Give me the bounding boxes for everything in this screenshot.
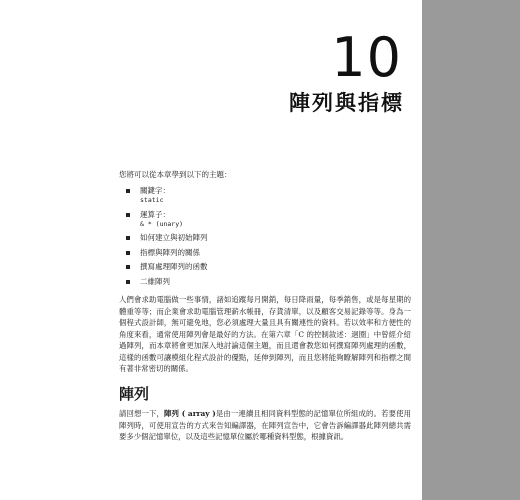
section-text-before: 請回想一下， bbox=[119, 409, 165, 418]
section-heading: 陣列 bbox=[119, 385, 150, 403]
topic-code: static bbox=[140, 196, 164, 204]
list-item bbox=[124, 277, 414, 287]
bullet-icon bbox=[126, 236, 130, 240]
topic-label: 二維陣列 bbox=[140, 276, 170, 286]
list-item bbox=[124, 233, 414, 243]
list-item bbox=[124, 262, 414, 272]
chapter-number: 10 bbox=[331, 26, 402, 89]
bullet-icon bbox=[126, 251, 130, 255]
topic-label: 如何建立與初始陣列 bbox=[140, 233, 208, 242]
topic-label: 撰寫處理陣列的函數 bbox=[140, 262, 208, 271]
chapter-title: 陣列與指標 bbox=[289, 91, 404, 115]
topic-label: 運算子： bbox=[140, 209, 170, 219]
list-item bbox=[124, 186, 414, 205]
list-item bbox=[124, 248, 414, 258]
list-item bbox=[124, 210, 414, 229]
bullet-icon bbox=[126, 189, 130, 193]
section-paragraph bbox=[119, 408, 411, 443]
topic-code: & * (unary) bbox=[140, 219, 184, 228]
intro-text: 您將可以從本章學到以下的主題： bbox=[119, 170, 232, 179]
topic-label: 關鍵字： bbox=[140, 186, 170, 195]
body-paragraph: 人們會求助電腦做一些事情，諸如追蹤每月開銷，每日降雨量，每季銷售，或是每星期的體重等等；而企業會求助電腦管理薪水帳冊，存貨清單，以及顧客交易記錄等等。身為一個程式設計師，無可避免地，您必須處理大量且具有關連性的資料。若以效率和方便性的角度來看，通常使用陣列會是最好的方法。在第六章「C 的控制敘述：迴圈」中曾經介紹過陣列，而本章將會更加深入地討論這個主題，而且還會教您如何撰寫陣列處理的函數，這樣的函數可讓模組化程式設計的優點，延伸到陣列，而且您將能夠瞭解陣列和指標之間有著非常密切的關係。 bbox=[119, 295, 411, 373]
chapter-tab-bar bbox=[422, 0, 520, 500]
bullet-icon bbox=[126, 213, 130, 217]
bullet-icon bbox=[126, 280, 130, 284]
topic-list bbox=[124, 186, 414, 291]
bullet-icon bbox=[126, 265, 130, 269]
topic-label: 指標與陣列的關係 bbox=[140, 247, 200, 257]
section-term: 陣列 ( array ) bbox=[164, 409, 216, 418]
section-text-after: 是由一連續且相同資料型態的記憶單位所組成的。若要使用陣列時，可使用宣告的方式來告知編譯器，在陣列宣告中，它會告訴編譯器此陣列總共需要多少個記憶單位，以及這些記憶單位屬於哪種資料型態，根據資訊。 bbox=[119, 409, 411, 441]
